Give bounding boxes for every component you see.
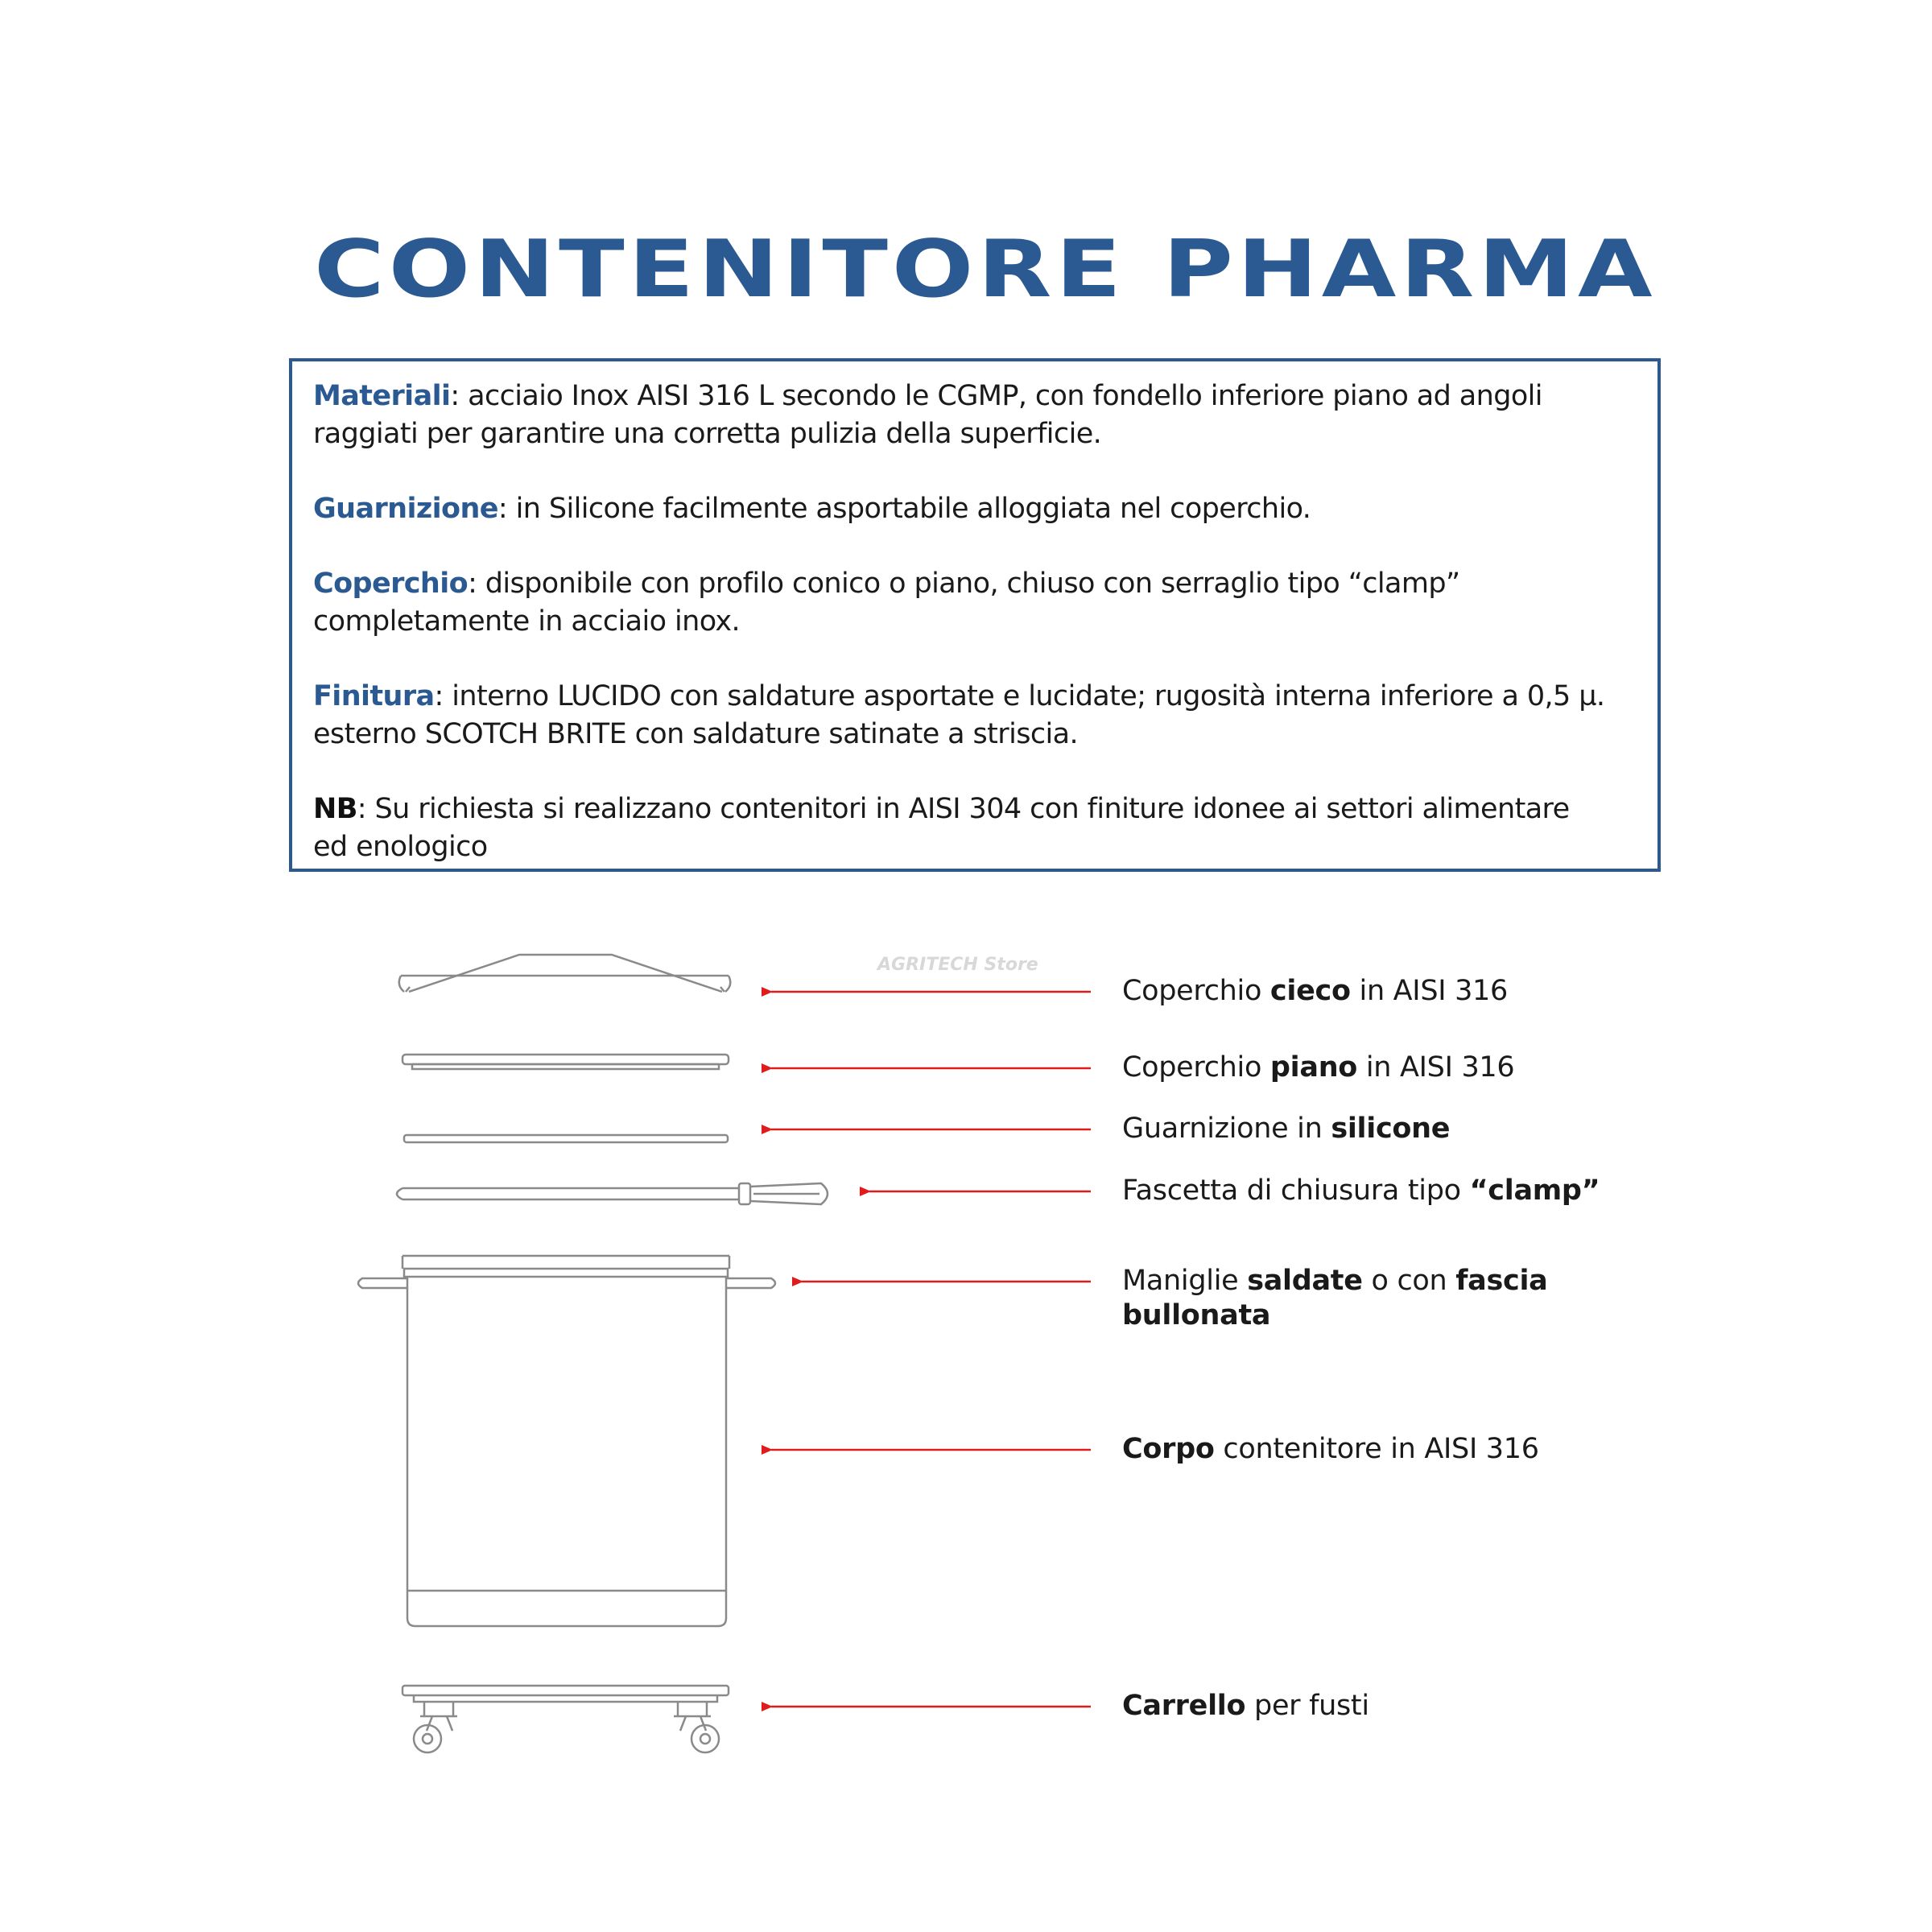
label-text: Coperchio	[1122, 1051, 1270, 1084]
label-text-bold: silicone	[1331, 1113, 1451, 1145]
watermark-logo: AGRITECH Store	[877, 955, 1038, 975]
conical-lid-part	[399, 955, 731, 992]
spec-text: raggiati per garantire una corretta pulizia della superficie.	[313, 418, 1102, 450]
silicone-gasket-part	[404, 1135, 728, 1142]
label-text-bold: “clamp”	[1469, 1174, 1600, 1207]
label-guarnizione	[1122, 1112, 1450, 1146]
label-maniglie	[1122, 1264, 1547, 1333]
label-text: in AISI 316	[1357, 1051, 1515, 1084]
label-text: contenitore in AISI 316	[1214, 1433, 1539, 1465]
label-text-bold: Carrello	[1122, 1690, 1246, 1722]
label-text-bold: Corpo	[1122, 1433, 1215, 1465]
label-text: Coperchio	[1122, 975, 1270, 1007]
label-text: o con	[1362, 1265, 1456, 1297]
container-body-part	[358, 1256, 775, 1626]
spec-text: : disponibile con profilo conico o piano, chiuso con serraglio tipo “clamp”	[468, 568, 1460, 600]
spec-key: Coperchio	[313, 568, 469, 600]
flat-lid-part	[402, 1055, 729, 1069]
spec-text: : interno LUCIDO con saldature asportate e lucidate; rugosità interna inferiore a 0,5 µ.	[434, 680, 1605, 712]
label-text: per fusti	[1245, 1690, 1369, 1722]
label-fascetta	[1122, 1174, 1600, 1208]
label-text-bold: bullonata	[1122, 1299, 1271, 1331]
trolley-part	[402, 1686, 729, 1752]
label-text: Fascetta di chiusura tipo	[1122, 1174, 1470, 1207]
label-coperchio-cieco	[1122, 974, 1508, 1009]
label-text: Maniglie	[1122, 1265, 1248, 1297]
spec-text: completamente in acciaio inox.	[313, 605, 741, 638]
label-corpo	[1122, 1432, 1539, 1467]
label-text-bold: piano	[1269, 1051, 1358, 1084]
spec-key: NB	[313, 793, 357, 825]
label-text-bold: cieco	[1269, 975, 1351, 1007]
page-title: CONTENITORE PHARMA	[314, 224, 1657, 316]
label-carrello	[1122, 1689, 1369, 1724]
spec-key: Materiali	[313, 380, 451, 412]
label-text-bold: saldate	[1247, 1265, 1363, 1297]
clamp-band-part	[397, 1183, 828, 1204]
spec-text: esterno SCOTCH BRITE con saldature satinate a striscia.	[313, 718, 1078, 750]
spec-text: : Su richiesta si realizzano contenitori in AISI 304 con finiture idonee ai settori alimentare	[357, 793, 1570, 825]
spec-text: ed enologico	[313, 831, 488, 863]
label-text: in AISI 316	[1350, 975, 1508, 1007]
spec-text: : in Silicone facilmente asportabile alloggiata nel coperchio.	[497, 493, 1311, 525]
spec-key: Finitura	[313, 680, 435, 712]
label-text-bold: fascia	[1455, 1265, 1548, 1297]
spec-text: : acciaio Inox AISI 316 L secondo le CGMP, con fondello inferiore piano ad angoli	[450, 380, 1542, 412]
label-coperchio-piano	[1122, 1051, 1514, 1085]
label-text: Guarnizione in	[1122, 1113, 1331, 1145]
spec-key: Guarnizione	[313, 493, 498, 525]
